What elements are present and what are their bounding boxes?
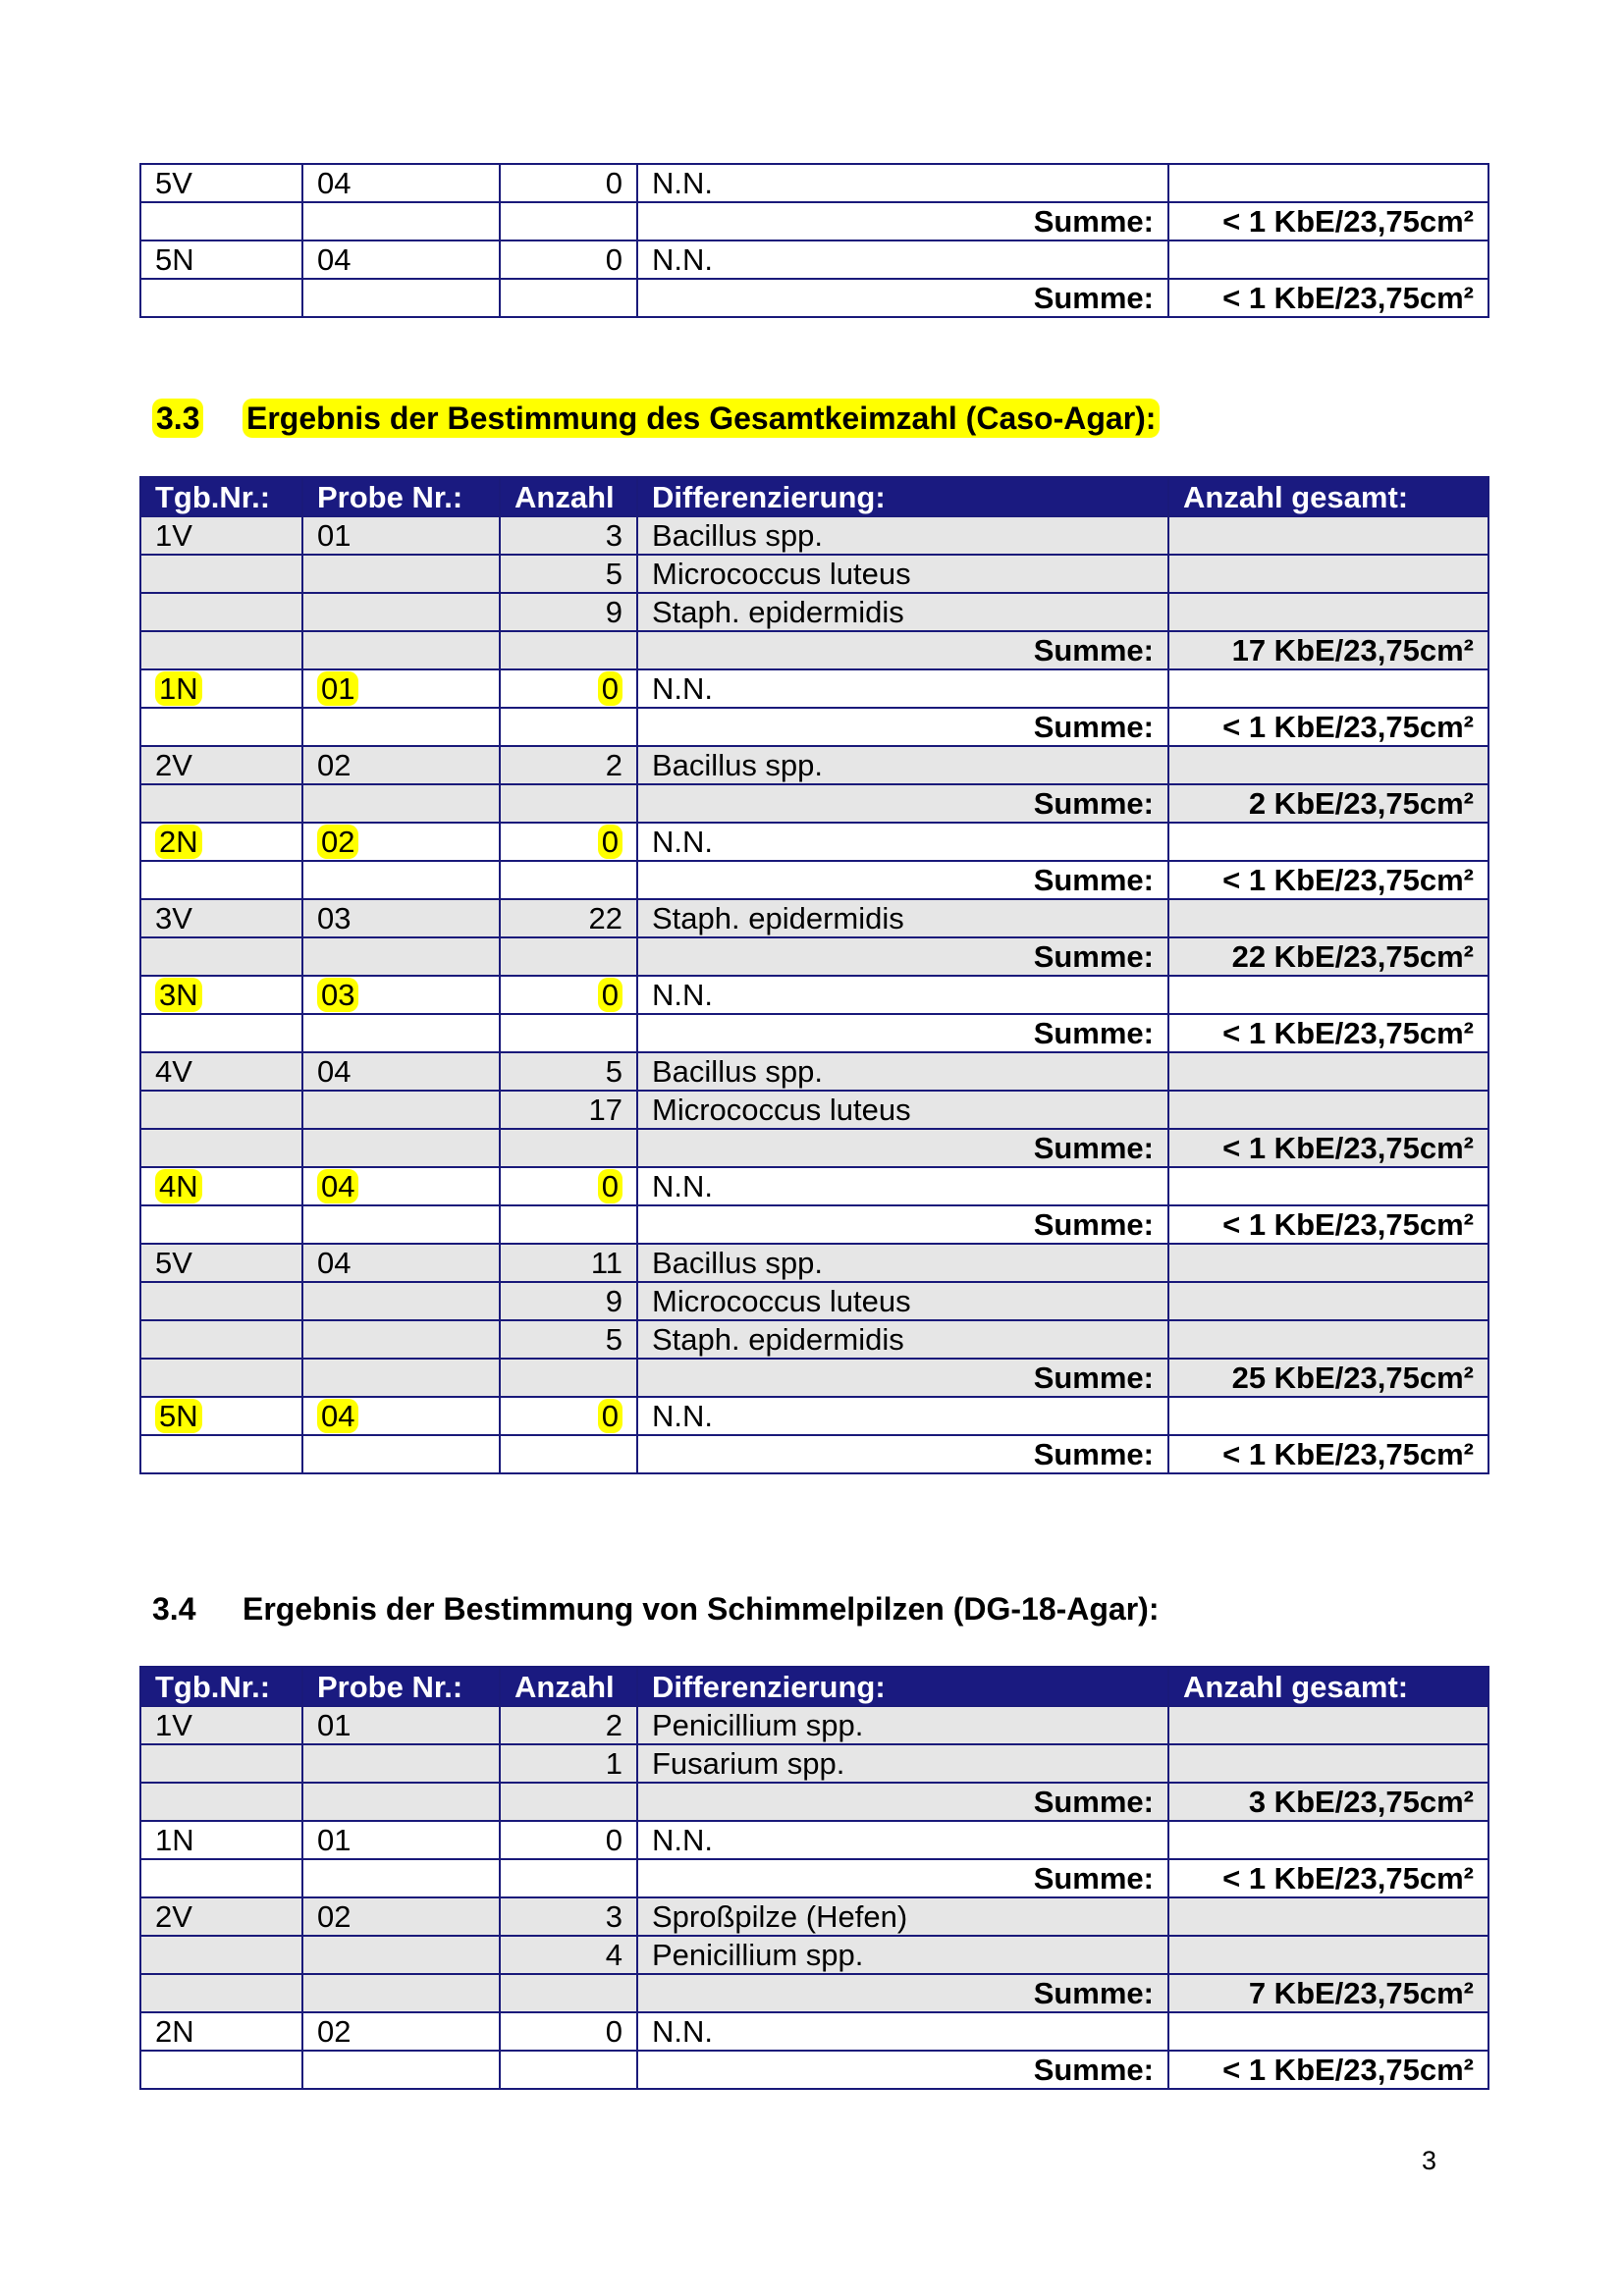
cell-probe-highlight: 03 bbox=[317, 978, 358, 1012]
table-row bbox=[140, 823, 1488, 861]
cell-probe bbox=[302, 1936, 500, 1974]
cell-probe: 02 bbox=[302, 1897, 500, 1936]
cell-probe bbox=[302, 1859, 500, 1897]
cell-tgb bbox=[140, 2051, 302, 2089]
cell-tgb bbox=[140, 1359, 302, 1397]
cell-sum-label: Summe: bbox=[637, 202, 1168, 240]
cell-probe bbox=[302, 669, 500, 708]
cell-gesamt bbox=[1168, 1052, 1488, 1091]
cell-probe: 02 bbox=[302, 746, 500, 784]
cell-diff: Bacillus spp. bbox=[637, 516, 1168, 555]
cell-anzahl bbox=[500, 669, 637, 708]
cell-tgb bbox=[140, 1282, 302, 1320]
cell-tgb bbox=[140, 593, 302, 631]
sum-row bbox=[140, 1974, 1488, 2012]
cell-sum-label: Summe: bbox=[637, 631, 1168, 669]
cell-tgb: 2N bbox=[140, 2012, 302, 2051]
cell-anzahl bbox=[500, 976, 637, 1014]
cell-probe bbox=[302, 1435, 500, 1473]
table-row bbox=[140, 516, 1488, 555]
section-title: Ergebnis der Bestimmung von Schimmelpilzen (DG-18-Agar): bbox=[243, 1591, 1160, 1627]
cell-gesamt bbox=[1168, 1397, 1488, 1435]
cell-diff: N.N. bbox=[637, 2012, 1168, 2051]
cell-diff: N.N. bbox=[637, 164, 1168, 202]
section-number: 3.3 bbox=[152, 399, 203, 438]
cell-tgb: 5N bbox=[140, 240, 302, 279]
cell-probe: 01 bbox=[302, 1706, 500, 1744]
cell-tgb bbox=[140, 1205, 302, 1244]
cell-sum-label: Summe: bbox=[637, 1859, 1168, 1897]
cell-anzahl bbox=[500, 631, 637, 669]
cell-probe bbox=[302, 708, 500, 746]
sum-row bbox=[140, 937, 1488, 976]
cell-tgb bbox=[140, 1974, 302, 2012]
cell-tgb: 1V bbox=[140, 1706, 302, 1744]
table-header-row bbox=[140, 477, 1488, 516]
cell-probe bbox=[302, 202, 500, 240]
sum-row bbox=[140, 1359, 1488, 1397]
section-heading-3-4 bbox=[152, 1593, 1159, 1625]
table-row bbox=[140, 1744, 1488, 1783]
cell-tgb-highlight: 1N bbox=[155, 671, 202, 706]
sum-row bbox=[140, 1859, 1488, 1897]
cell-sum-label: Summe: bbox=[637, 708, 1168, 746]
cell-anzahl bbox=[500, 1859, 637, 1897]
header-gesamt: Anzahl gesamt: bbox=[1168, 1667, 1488, 1706]
cell-probe bbox=[302, 1397, 500, 1435]
cell-anzahl bbox=[500, 2051, 637, 2089]
cell-sum-label: Summe: bbox=[637, 1783, 1168, 1821]
header-diff: Differenzierung: bbox=[637, 1667, 1168, 1706]
cell-anzahl: 3 bbox=[500, 1897, 637, 1936]
cell-gesamt bbox=[1168, 240, 1488, 279]
cell-sum-label: Summe: bbox=[637, 1014, 1168, 1052]
cell-gesamt bbox=[1168, 823, 1488, 861]
cell-sum-value: < 1 KbE/23,75cm² bbox=[1168, 1859, 1488, 1897]
cell-gesamt bbox=[1168, 164, 1488, 202]
cell-sum-value: 3 KbE/23,75cm² bbox=[1168, 1783, 1488, 1821]
cell-gesamt bbox=[1168, 593, 1488, 631]
table-row bbox=[140, 164, 1488, 202]
cell-diff: Bacillus spp. bbox=[637, 746, 1168, 784]
cell-probe bbox=[302, 1320, 500, 1359]
sum-row bbox=[140, 631, 1488, 669]
table-header-row bbox=[140, 1667, 1488, 1706]
table-row bbox=[140, 1244, 1488, 1282]
cell-sum-label: Summe: bbox=[637, 279, 1168, 317]
cell-probe bbox=[302, 1974, 500, 2012]
cell-tgb-highlight: 5N bbox=[155, 1399, 202, 1433]
cell-diff: N.N. bbox=[637, 1821, 1168, 1859]
cell-probe: 03 bbox=[302, 899, 500, 937]
cell-gesamt bbox=[1168, 1244, 1488, 1282]
table-row bbox=[140, 2012, 1488, 2051]
cell-tgb bbox=[140, 1397, 302, 1435]
cell-probe bbox=[302, 631, 500, 669]
cell-tgb bbox=[140, 1320, 302, 1359]
cell-anzahl: 9 bbox=[500, 1282, 637, 1320]
sum-row bbox=[140, 202, 1488, 240]
cell-diff: Micrococcus luteus bbox=[637, 555, 1168, 593]
cell-gesamt bbox=[1168, 1897, 1488, 1936]
cell-gesamt bbox=[1168, 1936, 1488, 1974]
table-row bbox=[140, 1091, 1488, 1129]
cell-tgb bbox=[140, 1936, 302, 1974]
table-row bbox=[140, 1167, 1488, 1205]
cell-tgb bbox=[140, 555, 302, 593]
cell-anzahl: 5 bbox=[500, 1320, 637, 1359]
cell-probe-highlight: 01 bbox=[317, 671, 358, 706]
cell-probe: 04 bbox=[302, 240, 500, 279]
sum-row bbox=[140, 1014, 1488, 1052]
sum-row bbox=[140, 1783, 1488, 1821]
cell-sum-label: Summe: bbox=[637, 1359, 1168, 1397]
cell-probe-highlight: 04 bbox=[317, 1399, 358, 1433]
cell-anzahl bbox=[500, 784, 637, 823]
cell-anzahl: 0 bbox=[500, 2012, 637, 2051]
cell-diff: Bacillus spp. bbox=[637, 1052, 1168, 1091]
section-title: Ergebnis der Bestimmung des Gesamtkeimzahl (Caso-Agar): bbox=[243, 399, 1160, 438]
cell-gesamt bbox=[1168, 555, 1488, 593]
cell-sum-label: Summe: bbox=[637, 2051, 1168, 2089]
cell-anzahl bbox=[500, 202, 637, 240]
header-gesamt: Anzahl gesamt: bbox=[1168, 477, 1488, 516]
cell-tgb bbox=[140, 1435, 302, 1473]
cell-diff: N.N. bbox=[637, 1167, 1168, 1205]
sum-row bbox=[140, 279, 1488, 317]
cell-anzahl: 2 bbox=[500, 746, 637, 784]
table-row bbox=[140, 1052, 1488, 1091]
cell-tgb bbox=[140, 861, 302, 899]
header-anzahl: Anzahl bbox=[500, 477, 637, 516]
cell-tgb bbox=[140, 1783, 302, 1821]
cell-anzahl bbox=[500, 1359, 637, 1397]
results-table-continued bbox=[139, 163, 1489, 318]
cell-tgb bbox=[140, 976, 302, 1014]
cell-tgb bbox=[140, 631, 302, 669]
cell-sum-value: 17 KbE/23,75cm² bbox=[1168, 631, 1488, 669]
cell-gesamt bbox=[1168, 1167, 1488, 1205]
cell-anzahl bbox=[500, 1014, 637, 1052]
cell-anzahl bbox=[500, 279, 637, 317]
cell-probe bbox=[302, 1129, 500, 1167]
cell-probe: 01 bbox=[302, 516, 500, 555]
cell-gesamt bbox=[1168, 976, 1488, 1014]
cell-tgb: 4V bbox=[140, 1052, 302, 1091]
sum-row bbox=[140, 861, 1488, 899]
cell-sum-label: Summe: bbox=[637, 1435, 1168, 1473]
cell-probe: 04 bbox=[302, 1244, 500, 1282]
cell-probe: 04 bbox=[302, 164, 500, 202]
cell-probe bbox=[302, 279, 500, 317]
cell-tgb-highlight: 4N bbox=[155, 1169, 202, 1203]
cell-diff: Micrococcus luteus bbox=[637, 1282, 1168, 1320]
cell-sum-value: < 1 KbE/23,75cm² bbox=[1168, 708, 1488, 746]
page-number: 3 bbox=[1422, 2146, 1437, 2175]
cell-diff: Bacillus spp. bbox=[637, 1244, 1168, 1282]
cell-tgb: 2V bbox=[140, 1897, 302, 1936]
sum-row bbox=[140, 708, 1488, 746]
cell-probe bbox=[302, 1167, 500, 1205]
cell-sum-value: 7 KbE/23,75cm² bbox=[1168, 1974, 1488, 2012]
cell-diff: Sproßpilze (Hefen) bbox=[637, 1897, 1168, 1936]
cell-probe bbox=[302, 555, 500, 593]
cell-anzahl bbox=[500, 1205, 637, 1244]
cell-probe: 04 bbox=[302, 1052, 500, 1091]
cell-diff: Penicillium spp. bbox=[637, 1706, 1168, 1744]
cell-anzahl: 17 bbox=[500, 1091, 637, 1129]
cell-tgb bbox=[140, 1167, 302, 1205]
sum-row bbox=[140, 2051, 1488, 2089]
mold-table bbox=[139, 1666, 1489, 2090]
cell-probe bbox=[302, 861, 500, 899]
cell-sum-label: Summe: bbox=[637, 1205, 1168, 1244]
cell-anzahl bbox=[500, 1435, 637, 1473]
cell-gesamt bbox=[1168, 1320, 1488, 1359]
cell-anzahl: 5 bbox=[500, 555, 637, 593]
cell-probe bbox=[302, 1359, 500, 1397]
cell-gesamt bbox=[1168, 669, 1488, 708]
cell-gesamt bbox=[1168, 899, 1488, 937]
cell-anzahl: 11 bbox=[500, 1244, 637, 1282]
cell-anzahl: 0 bbox=[500, 164, 637, 202]
cell-probe bbox=[302, 593, 500, 631]
cell-tgb bbox=[140, 784, 302, 823]
header-diff: Differenzierung: bbox=[637, 477, 1168, 516]
table-row bbox=[140, 1821, 1488, 1859]
table-row bbox=[140, 593, 1488, 631]
table-row bbox=[140, 669, 1488, 708]
cell-sum-label: Summe: bbox=[637, 937, 1168, 976]
cell-tgb-highlight: 2N bbox=[155, 825, 202, 859]
cell-anzahl-highlight: 0 bbox=[598, 671, 622, 706]
cell-anzahl: 3 bbox=[500, 516, 637, 555]
header-probe: Probe Nr.: bbox=[302, 1667, 500, 1706]
cell-anzahl bbox=[500, 1167, 637, 1205]
table-row bbox=[140, 1897, 1488, 1936]
cell-tgb bbox=[140, 937, 302, 976]
cell-anzahl bbox=[500, 1129, 637, 1167]
cell-probe-highlight: 02 bbox=[317, 825, 358, 859]
cell-probe bbox=[302, 976, 500, 1014]
cell-probe bbox=[302, 1091, 500, 1129]
cell-sum-value: 22 KbE/23,75cm² bbox=[1168, 937, 1488, 976]
cell-gesamt bbox=[1168, 1282, 1488, 1320]
header-anzahl: Anzahl bbox=[500, 1667, 637, 1706]
sum-row bbox=[140, 1129, 1488, 1167]
cell-anzahl: 2 bbox=[500, 1706, 637, 1744]
cell-gesamt bbox=[1168, 2012, 1488, 2051]
table-row bbox=[140, 1936, 1488, 1974]
table-row bbox=[140, 746, 1488, 784]
cell-tgb: 2V bbox=[140, 746, 302, 784]
cell-tgb bbox=[140, 279, 302, 317]
cell-anzahl-highlight: 0 bbox=[598, 1399, 622, 1433]
cell-gesamt bbox=[1168, 1744, 1488, 1783]
cell-sum-label: Summe: bbox=[637, 784, 1168, 823]
sum-row bbox=[140, 1205, 1488, 1244]
section-number: 3.4 bbox=[152, 1591, 196, 1627]
header-tgb: Tgb.Nr.: bbox=[140, 1667, 302, 1706]
cell-anzahl-highlight: 0 bbox=[598, 825, 622, 859]
table-row bbox=[140, 555, 1488, 593]
cell-tgb: 5V bbox=[140, 164, 302, 202]
cell-sum-label: Summe: bbox=[637, 1129, 1168, 1167]
cell-tgb bbox=[140, 1744, 302, 1783]
header-probe: Probe Nr.: bbox=[302, 477, 500, 516]
cell-tgb bbox=[140, 202, 302, 240]
cell-probe bbox=[302, 823, 500, 861]
cell-probe bbox=[302, 2051, 500, 2089]
cell-anzahl-highlight: 0 bbox=[598, 978, 622, 1012]
cell-diff: Micrococcus luteus bbox=[637, 1091, 1168, 1129]
cell-sum-label: Summe: bbox=[637, 1974, 1168, 2012]
table-row bbox=[140, 899, 1488, 937]
cell-anzahl-highlight: 0 bbox=[598, 1169, 622, 1203]
cell-anzahl bbox=[500, 937, 637, 976]
cell-diff: N.N. bbox=[637, 976, 1168, 1014]
cell-diff: Staph. epidermidis bbox=[637, 899, 1168, 937]
cell-tgb-highlight: 3N bbox=[155, 978, 202, 1012]
cell-gesamt bbox=[1168, 1091, 1488, 1129]
cell-diff: N.N. bbox=[637, 669, 1168, 708]
table-row bbox=[140, 1706, 1488, 1744]
cell-sum-value: < 1 KbE/23,75cm² bbox=[1168, 1129, 1488, 1167]
cell-sum-value: < 1 KbE/23,75cm² bbox=[1168, 279, 1488, 317]
cell-anzahl: 1 bbox=[500, 1744, 637, 1783]
cell-tgb bbox=[140, 823, 302, 861]
cell-anzahl: 4 bbox=[500, 1936, 637, 1974]
cell-sum-value: < 1 KbE/23,75cm² bbox=[1168, 202, 1488, 240]
cell-anzahl bbox=[500, 1783, 637, 1821]
cell-probe bbox=[302, 1744, 500, 1783]
cell-anzahl bbox=[500, 1397, 637, 1435]
cell-diff: N.N. bbox=[637, 1397, 1168, 1435]
cell-gesamt bbox=[1168, 516, 1488, 555]
cell-sum-value: < 1 KbE/23,75cm² bbox=[1168, 1435, 1488, 1473]
cell-tgb bbox=[140, 1859, 302, 1897]
cell-tgb: 3V bbox=[140, 899, 302, 937]
cell-anzahl: 0 bbox=[500, 240, 637, 279]
cell-sum-value: 25 KbE/23,75cm² bbox=[1168, 1359, 1488, 1397]
cell-anzahl bbox=[500, 1974, 637, 2012]
table-row bbox=[140, 240, 1488, 279]
cell-tgb: 5V bbox=[140, 1244, 302, 1282]
cell-diff: Fusarium spp. bbox=[637, 1744, 1168, 1783]
table-row bbox=[140, 1397, 1488, 1435]
table-row bbox=[140, 1282, 1488, 1320]
cell-tgb bbox=[140, 708, 302, 746]
cell-diff: Penicillium spp. bbox=[637, 1936, 1168, 1974]
cell-tgb: 1V bbox=[140, 516, 302, 555]
cell-sum-value: < 1 KbE/23,75cm² bbox=[1168, 1014, 1488, 1052]
cell-tgb bbox=[140, 1014, 302, 1052]
cell-tgb bbox=[140, 1091, 302, 1129]
cell-anzahl: 5 bbox=[500, 1052, 637, 1091]
cell-anzahl: 22 bbox=[500, 899, 637, 937]
cell-sum-label: Summe: bbox=[637, 861, 1168, 899]
cell-gesamt bbox=[1168, 1706, 1488, 1744]
section-heading-3-3 bbox=[152, 402, 1160, 434]
cell-probe: 02 bbox=[302, 2012, 500, 2051]
cell-tgb bbox=[140, 1129, 302, 1167]
cell-anzahl: 0 bbox=[500, 1821, 637, 1859]
cell-diff: N.N. bbox=[637, 823, 1168, 861]
cell-probe bbox=[302, 1205, 500, 1244]
cell-anzahl bbox=[500, 823, 637, 861]
cell-probe bbox=[302, 784, 500, 823]
cell-anzahl bbox=[500, 708, 637, 746]
cell-tgb: 1N bbox=[140, 1821, 302, 1859]
table-row bbox=[140, 976, 1488, 1014]
cell-diff: Staph. epidermidis bbox=[637, 1320, 1168, 1359]
cell-diff: N.N. bbox=[637, 240, 1168, 279]
cell-probe bbox=[302, 937, 500, 976]
cell-diff: Staph. epidermidis bbox=[637, 593, 1168, 631]
cell-sum-value: < 1 KbE/23,75cm² bbox=[1168, 1205, 1488, 1244]
cell-probe bbox=[302, 1783, 500, 1821]
cell-tgb bbox=[140, 669, 302, 708]
cell-anzahl bbox=[500, 861, 637, 899]
cell-probe-highlight: 04 bbox=[317, 1169, 358, 1203]
cell-sum-value: < 1 KbE/23,75cm² bbox=[1168, 861, 1488, 899]
cell-anzahl: 9 bbox=[500, 593, 637, 631]
header-tgb: Tgb.Nr.: bbox=[140, 477, 302, 516]
cell-sum-value: < 1 KbE/23,75cm² bbox=[1168, 2051, 1488, 2089]
cell-sum-value: 2 KbE/23,75cm² bbox=[1168, 784, 1488, 823]
sum-row bbox=[140, 784, 1488, 823]
total-count-table bbox=[139, 476, 1489, 1474]
cell-gesamt bbox=[1168, 1821, 1488, 1859]
sum-row bbox=[140, 1435, 1488, 1473]
cell-probe bbox=[302, 1014, 500, 1052]
cell-probe bbox=[302, 1282, 500, 1320]
cell-gesamt bbox=[1168, 746, 1488, 784]
table-row bbox=[140, 1320, 1488, 1359]
cell-probe: 01 bbox=[302, 1821, 500, 1859]
